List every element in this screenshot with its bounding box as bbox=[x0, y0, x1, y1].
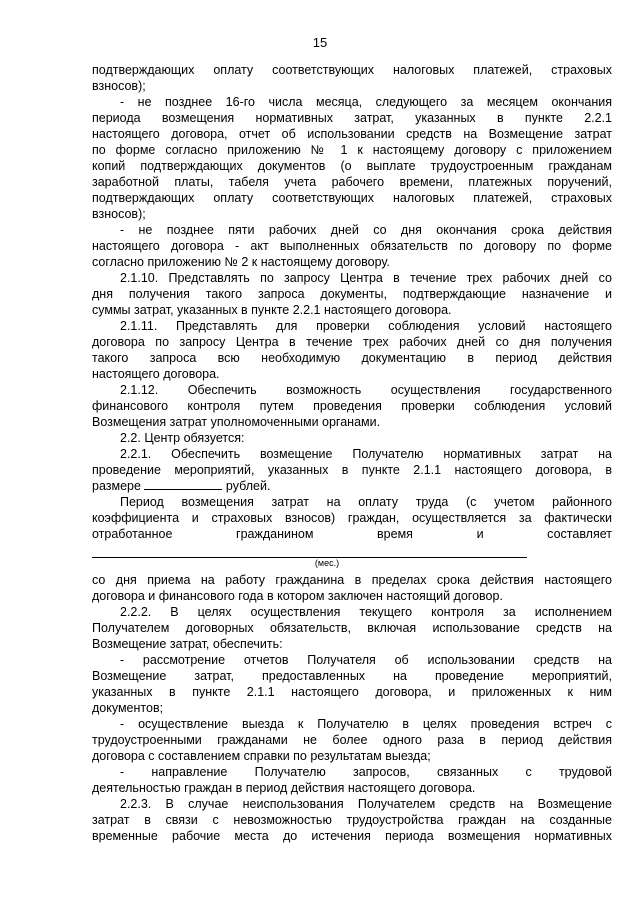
text-line: такого запроса всю необходимую документацию в период действия bbox=[92, 351, 612, 365]
text-line: заработной платы, табеля учета рабочего времени, платежных поручений, bbox=[92, 175, 612, 189]
text-line: подтверждающих оплату соответствующих налоговых платежей, страховых bbox=[92, 191, 612, 205]
text-line: - не позднее пяти рабочих дней со дня окончания срока действия bbox=[120, 223, 612, 237]
text-line: трудоустроенными гражданами не более одного раза в период действия bbox=[92, 733, 612, 747]
text-line: затрат в связи с невозможностью трудоустройства граждан на созданные bbox=[92, 813, 612, 827]
text-line: договора с составлением справки по результатам выезда; bbox=[92, 749, 431, 763]
text-line: указанных в пункте 2.1.1 настоящего договора, и приложенных к ним bbox=[92, 685, 612, 699]
text-line: отработанное гражданином время и составляет bbox=[92, 527, 612, 541]
document-body bbox=[92, 62, 612, 844]
text-line: 2.2.2. В целях осуществления текущего контроля за исполнением bbox=[120, 605, 612, 619]
page-number: 15 bbox=[312, 35, 328, 50]
text-line: Возмещения затрат уполномоченными органами. bbox=[92, 415, 381, 429]
text-line: копий подтверждающих документов (о выплате трудоустроенным гражданам bbox=[92, 159, 612, 173]
blank-caption: (мес.) bbox=[314, 558, 340, 568]
text-line: проведение мероприятий, указанных в пункте 2.1.1 настоящего договора, в bbox=[92, 463, 612, 477]
text-line: согласно приложению № 2 к настоящему договору. bbox=[92, 255, 390, 269]
text-line: 2.1.12. Обеспечить возможность осуществления государственного bbox=[120, 383, 612, 397]
text-line: взносов); bbox=[92, 79, 146, 93]
text-line: - осуществление выезда к Получателю в целях проведения встреч с bbox=[120, 717, 612, 731]
text-line: - не позднее 16-го числа месяца, следующего за месяцем окончания bbox=[120, 95, 612, 109]
text-line: 2.1.11. Представлять для проверки соблюдения условий настоящего bbox=[120, 319, 612, 333]
text-line: настоящего договора. bbox=[92, 367, 220, 381]
period-blank-line bbox=[92, 542, 527, 558]
text-line: подтверждающих оплату соответствующих налоговых платежей, страховых bbox=[92, 63, 612, 77]
text-line: 2.1.10. Представлять по запросу Центра в течение трех рабочих дней со bbox=[120, 271, 612, 285]
text-line: настоящего договора, отчет об использовании средств на Возмещение затрат bbox=[92, 127, 612, 141]
text-line: временные рабочие места до истечения периода возмещения нормативных bbox=[92, 829, 612, 843]
text-line: Возмещение затрат, обеспечить: bbox=[92, 637, 283, 651]
amount-suffix: рублей. bbox=[225, 479, 271, 493]
text-line: 2.2.3. В случае неиспользования Получателем средств на Возмещение bbox=[120, 797, 612, 811]
text-line: Период возмещения затрат на оплату труда (с учетом районного bbox=[120, 495, 612, 509]
amount-prefix: размере bbox=[92, 479, 141, 493]
text-line: деятельностью граждан в период действия настоящего договора. bbox=[92, 781, 476, 795]
text-line: настоящего договора - акт выполненных обязательств по договору по форме bbox=[92, 239, 612, 253]
text-line: договора и финансового года в котором заключен настоящий договор. bbox=[92, 589, 503, 603]
text-line: коэффициента и страховых взносов) граждан, осуществляется за фактически bbox=[92, 511, 612, 525]
text-line: периода возмещения нормативных затрат, указанных в пункте 2.2.1 bbox=[92, 111, 612, 125]
text-line: финансового контроля путем проведения проверки соблюдения условий bbox=[92, 399, 612, 413]
text-line: суммы затрат, указанных в пункте 2.2.1 настоящего договора. bbox=[92, 303, 452, 317]
amount-blank bbox=[144, 478, 222, 490]
text-block bbox=[92, 572, 612, 844]
text-line: Получателем договорных обязательств, включая использование средств на bbox=[92, 621, 612, 635]
text-block bbox=[92, 62, 612, 478]
text-line: Возмещение затрат, предоставленных на проведение мероприятий, bbox=[92, 669, 612, 683]
text-line: договора по запросу Центра в течение трех рабочих дней со дня получения bbox=[92, 335, 612, 349]
text-line: со дня приема на работу гражданина в пределах срока действия настоящего bbox=[92, 573, 612, 587]
text-block bbox=[92, 494, 612, 542]
text-line: - рассмотрение отчетов Получателя об использовании средств на bbox=[120, 653, 612, 667]
text-line: взносов); bbox=[92, 207, 146, 221]
text-line: - направление Получателю запросов, связанных с трудовой bbox=[120, 765, 612, 779]
text-line: документов; bbox=[92, 701, 164, 715]
text-line: дня получения такого запроса документы, подтверждающие назначение и bbox=[92, 287, 612, 301]
text-line: по форме согласно приложению № 1 к настоящему договору с приложением bbox=[92, 143, 612, 157]
text-line: 2.2.1. Обеспечить возмещение Получателю нормативных затрат на bbox=[120, 447, 612, 461]
amount-line bbox=[92, 478, 612, 494]
text-line: 2.2. Центр обязуется: bbox=[120, 431, 245, 445]
